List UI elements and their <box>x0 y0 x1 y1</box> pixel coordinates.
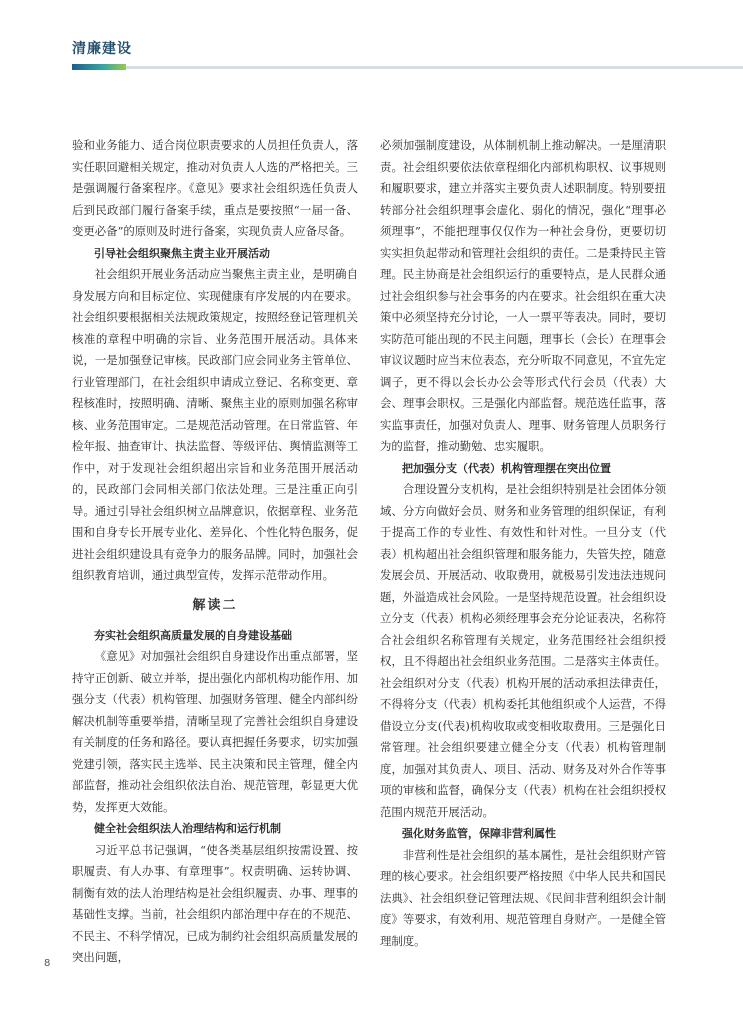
paragraph: 习近平总书记强调，“使各类基层组织按需设置、按职履责、有人办事、有章理事”。权责明确、运转协调、制衡有效的法人治理结构是社会组织履责、办事、理事的基础性支撑。当前，社会组织内部治理中存在的不规范、不民主、不科学情况，已成为制约社会组织高质量发展的突出问题， <box>72 842 358 964</box>
subheading: 健全社会组织法人治理结构和运行机制 <box>94 822 281 835</box>
subheading: 把加强分支（代表）机构管理摆在突出位置 <box>402 461 611 475</box>
subheading: 强化财务监管，保障非营利属性 <box>402 827 556 840</box>
left-column <box>72 135 358 969</box>
right-column <box>380 135 666 952</box>
paragraph: 验和业务能力、适合岗位职责要求的人员担任负责人，落实任职回避相关规定，推动对负责人人选的严格把关。三是强调履行备案程序。《意见》要求社会组织选任负责人后到民政部门履行备案手续，重点是要按照“一届一备、变更必备”的原则及时进行备案，实现负责人应备尽备。 <box>72 138 358 238</box>
subheading: 夯实社会组织高质量发展的自身建设基础 <box>94 628 292 642</box>
subheading: 引导社会组织聚焦主责主业开展活动 <box>94 246 270 260</box>
section-title: 清廉建设 <box>72 41 132 57</box>
paragraph: 必须加强制度建设，从体制机制上推动解决。一是厘清职责。社会组织要依法依章程细化内部机构职权、议事规则和履职要求，建立并落实主要负责人述职制度。特别要扭转部分社会组织理事会虚化、弱化的情况，强化“理事必须理事”，不能把理事仅仅作为一种社会身份，更要切切实实担负起带动和管理社会组织的责任。二是秉持民主管理。民主协商是社会组织运行的重要特点，是人民群众通过社会组织参与社会事务的内在要求。社会组织在重大决策中必须坚持充分讨论，一人一票平等表决。同时，要切实防范可能出现的不民主问题，理事长（会长）在理事会审议议题时应当末位表态，充分听取不同意见，不宜先定调子，更不得以会长办公会等形式代行会员（代表）大会、理事会职权。三是强化内部监督。规范选任监事，落实监事责任，加强对负责人、理事、财务管理人员职务行为的监督，推动勤勉、忠实履职。 <box>380 138 666 453</box>
paragraph: 社会组织开展业务活动应当聚焦主责主业，是明确自身发展方向和目标定位、实现健康有序发展的内在要求。社会组织要根据相关法规政策规定，按照经登记管理机关核准的章程中明确的宗旨、业务范围开展活动。具体来说，一是加强登记审核。民政部门应会同业务主管单位、行业管理部门，在社会组织申请成立登记、名称变更、章程核准时，按照明确、清晰、聚焦主业的原则加强名称审核、业务范围审定。二是规范活动管理。在日常监管、年检年报、抽查审计、执法监督、等级评估、舆情监测等工作中，对于发现社会组织超出宗旨和业务范围开展活动的，民政部门会同相关部门依法处理。三是注重正向引导。通过引导社会组织树立品牌意识，依据章程、业务范围和自身专长开展专业化、差异化、个性化特色服务，促进社会组织建设具有竞争力的服务品牌。同时，加强社会组织教育培训，通过典型宣传，发挥示范带动作用。 <box>72 267 358 582</box>
paragraph: 合理设置分支机构，是社会组织特别是社会团体分领域、分方向做好会员、财务和业务管理的组织保证，有利于提高工作的专业性、有效性和针对性。一旦分支（代表）机构超出社会组织管理和服务能力，失管失控，随意发展会员、开展活动、收取费用，就极易引发违法违规问题，外溢造成社会风险。一是坚持规范设置。社会组织设立分支（代表）机构必须经理事会充分论证表决，名称符合社会组织名称管理有关规定，业务范围经社会组织授权，且不得超出社会组织业务范围。二是落实主体责任。社会组织对分支（代表）机构开展的活动承担法律责任，不得将分支（代表）机构委托其他组织或个人运营，不得借设立分支(代表)机构收取或变相收取费用。三是强化日常管理。社会组织要建立健全分支（代表）机构管理制度，加强对其负责人、项目、活动、财务及对外合作等事项的审核和监督，确保分支（代表）机构在社会组织授权范围内规范开展活动。 <box>380 482 666 819</box>
header-divider <box>72 66 743 69</box>
page-number: 8 <box>44 958 51 969</box>
header-accent-bar <box>72 64 126 70</box>
paragraph: 《意见》对加强社会组织自身建设作出重点部署，坚持守正创新、破立并举，提出强化内部机构功能作用、加强分支（代表）机构管理、加强财务管理、健全内部纠纷解决机制等重要举措，清晰呈现了完善社会组织自身建设有关制度的任务和路径。要认真把握任务要求，切实加强党建引领，落实民主选举、民主决策和民主管理，健全内部监督，推动社会组织依法自治、规范管理，彰显更大优势，发挥更大效能。 <box>72 649 358 814</box>
paragraph: 非营利性是社会组织的基本属性，是社会组织财产管理的核心要求。社会组织要严格按照《中华人民共和国民法典》、社会组织登记管理法规、《民间非营利组织会计制度》等要求，有效利用、规范管理自身财产。一是健全管理制度。 <box>380 847 666 948</box>
section-heading: 解读二 <box>192 597 238 613</box>
